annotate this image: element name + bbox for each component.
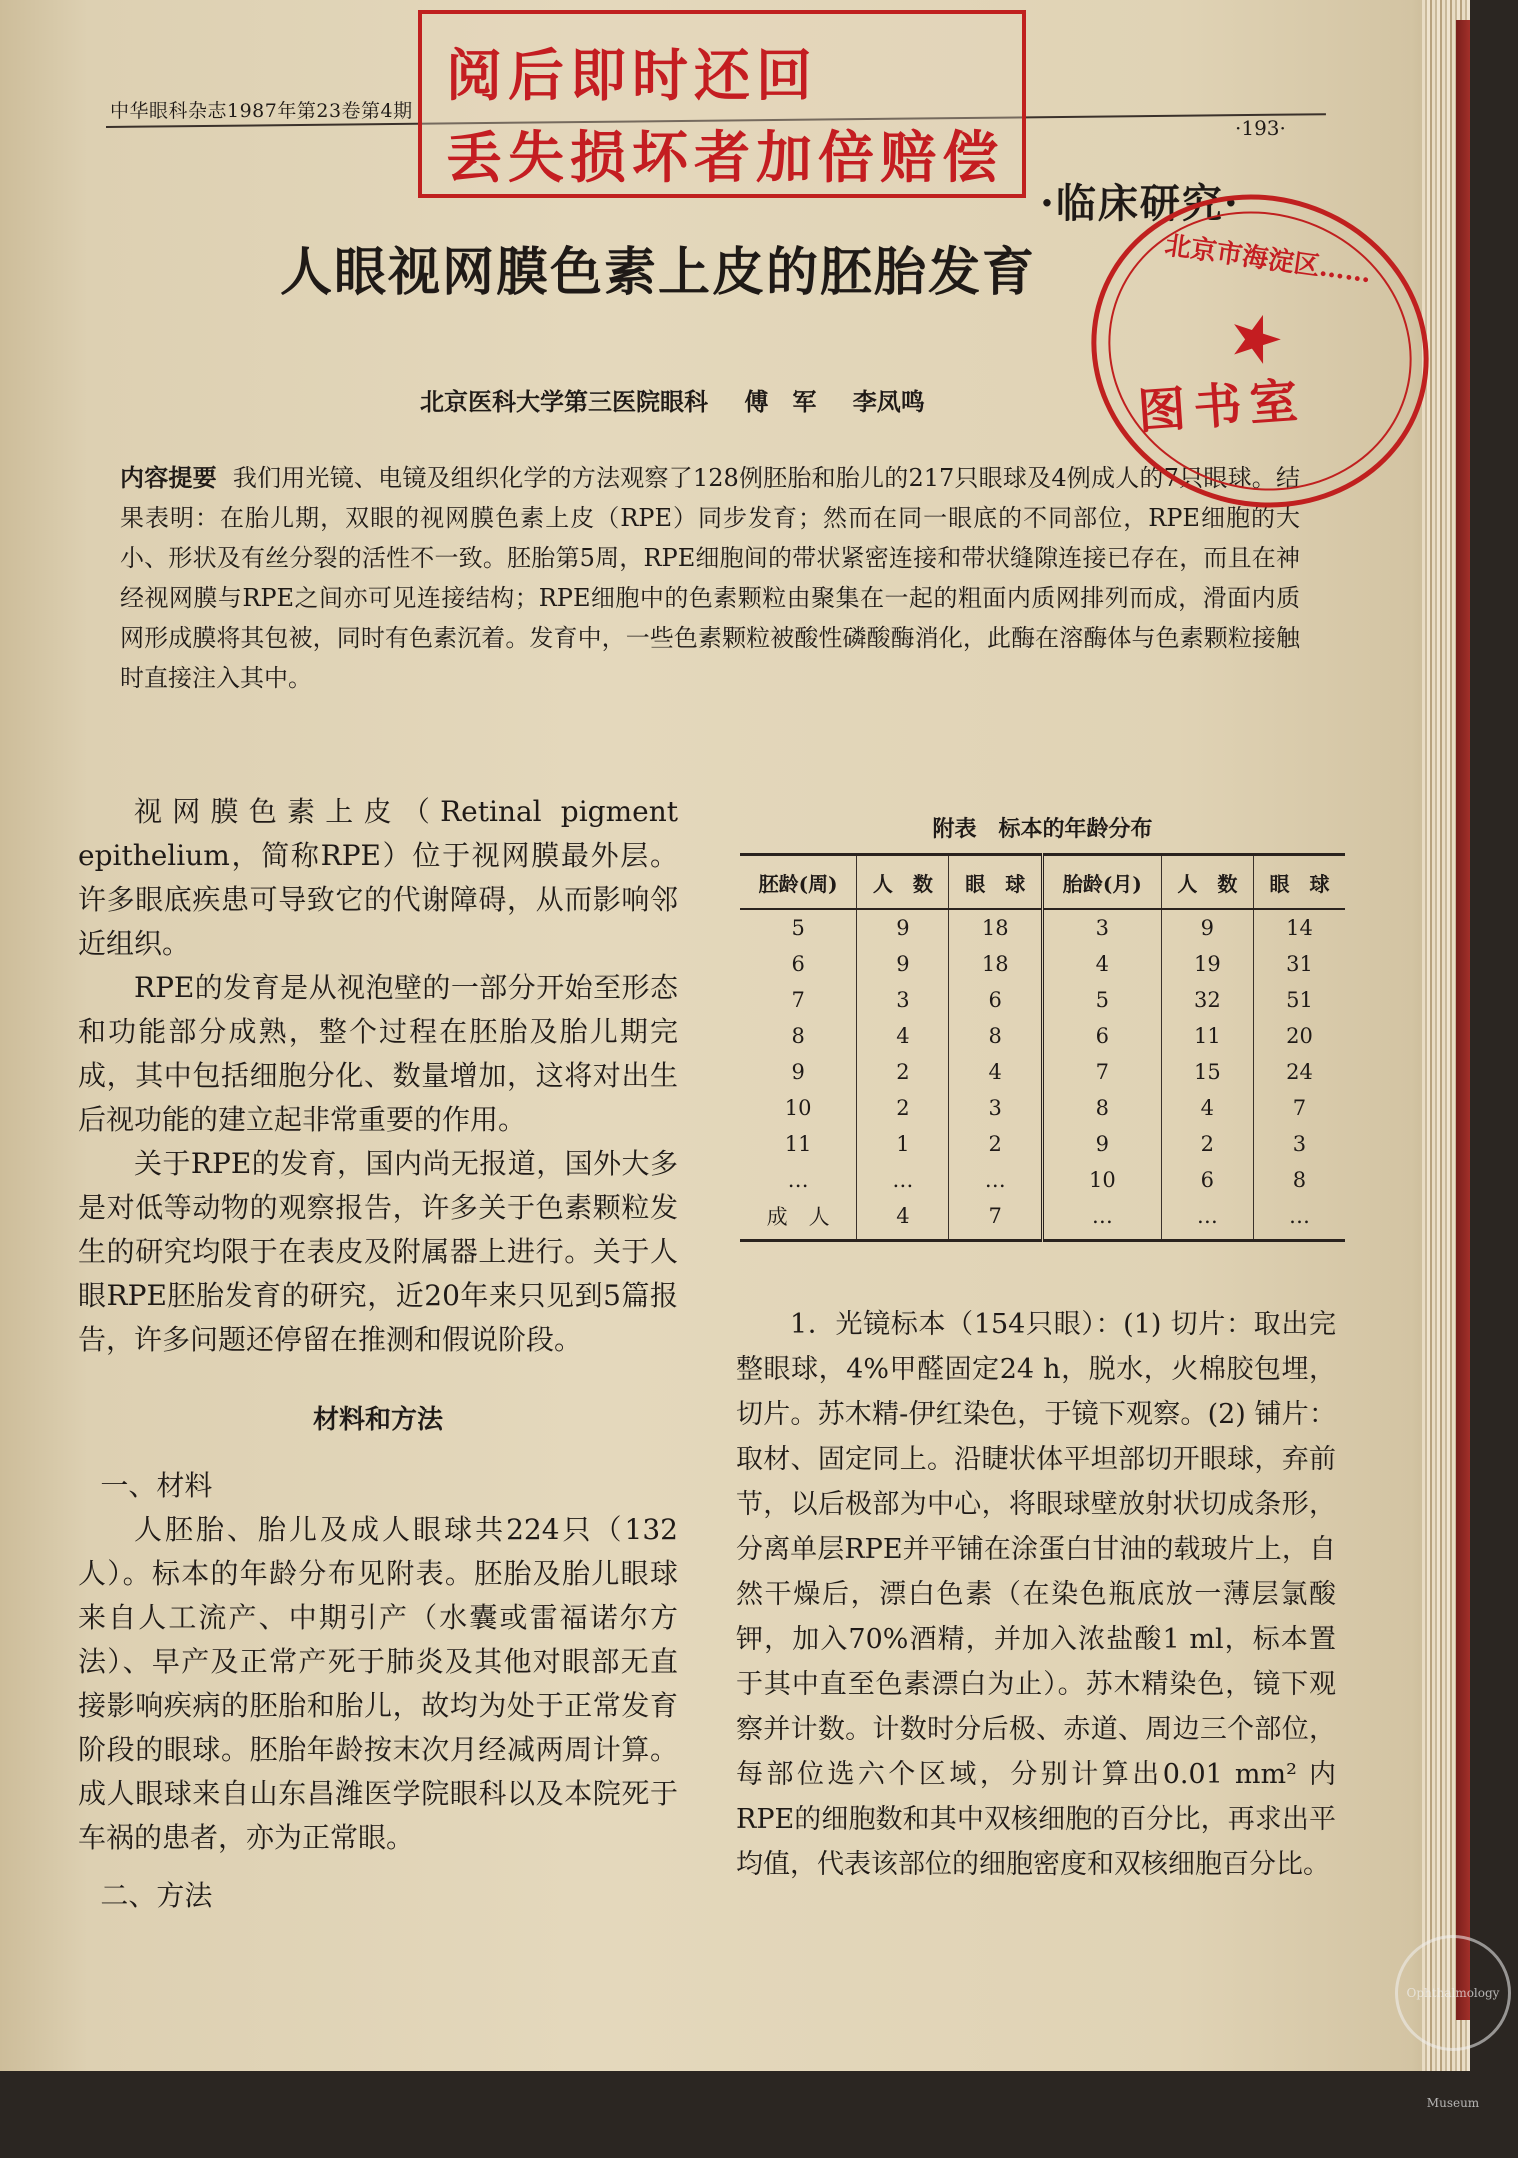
table-cell: 7	[791, 988, 805, 1012]
book-cover-edge	[1456, 20, 1470, 2020]
seal-center-text: 图书室	[1135, 372, 1308, 441]
journal-header: 中华眼科杂志1987年第23卷第4期	[110, 100, 413, 122]
museum-watermark	[1395, 1935, 1511, 2110]
table-cell: 20	[1253, 1018, 1345, 1054]
section-heading: 材料和方法	[312, 1405, 443, 1435]
table-cell: 2	[857, 1054, 949, 1090]
age-distribution-table	[740, 812, 1345, 1242]
table-cell: 9	[857, 946, 949, 982]
author-line	[420, 382, 953, 417]
table-cell: 15	[1161, 1054, 1253, 1090]
intro-paragraph-3: 关于RPE的发育，国内尚无报道，国外大多是对低等动物的观察报告，许多关于色素颗粒发生的研究均限于在表皮及附属器上进行。关于人眼RPE胚胎发育的研究，近20年来只见到5篇报告，许多问题还停留在推测和假说阶段。	[78, 1147, 678, 1356]
table-caption: 附表 标本的年龄分布	[932, 816, 1153, 842]
table-cell: 18	[949, 946, 1043, 982]
table-cell: 5	[791, 916, 805, 940]
table-cell: 19	[1161, 946, 1253, 982]
table-cell: 8	[1253, 1162, 1345, 1198]
table-row	[740, 1198, 1345, 1241]
table-cell: 10	[1042, 1162, 1161, 1198]
abstract-lead: 内容提要	[120, 463, 217, 492]
author-2: 李凤鸣	[852, 387, 925, 416]
table-row	[740, 946, 1345, 982]
table-cell: 11	[784, 1132, 812, 1156]
table-cell: 8	[1042, 1090, 1161, 1126]
table-header: 人 数	[1161, 855, 1253, 910]
table-cell: 4	[1161, 1090, 1253, 1126]
intro-paragraph-2: RPE的发育是从视泡壁的一部分开始至形态和功能部分成熟，整个过程在胚胎及胎儿期完成，其中包括细胞分化、数量增加，这将对出生后视功能的建立起非常重要的作用。	[78, 971, 678, 1136]
table-cell: 3	[949, 1090, 1043, 1126]
methods-paragraph-1: 1．光镜标本（154只眼）：(1) 切片：取出完整眼球，4%甲醛固定24 h，脱水，火棉胶包埋，切片。苏木精-伊红染色，于镜下观察。(2) 铺片：取材、固定同上。沿睫状体平坦部切开眼球，弃前节，以后极部为中心，将眼球壁放射状切成条形，分离单层RPE并平铺在涂蛋白甘油的载玻片上，自然干燥后，漂白色素（在染色瓶底放一薄层氯酸钾，加入70%酒精，并加入浓盐酸1 ml，标本置于其中直至色素漂白为止）。苏木精染色，镜下观察并计数。计数时分后极、赤道、周边三个部位，每部位选六个区域，分别计算出0.01 mm² 内RPE的细胞数和其中双核细胞的百分比，再求出平均值，代表该部位的细胞密度和双核细胞百分比。	[736, 1309, 1336, 1880]
abstract-text: 我们用光镜、电镜及组织化学的方法观察了128例胚胎和胎儿的217只眼球及4例成人的7只眼球。结果表明：在胎儿期，双眼的视网膜色素上皮（RPE）同步发育；然而在同一眼底的不同部位，RPE细胞的大小、形状及有丝分裂的活性不一致。胚胎第5周，RPE细胞间的带状紧密连接和带状缝隙连接已存在，而且在神经视网膜与RPE之间亦可见连接结构；RPE细胞中的色素颗粒由聚集在一起的粗面内质网排列而成，滑面内质网形成膜将其包被，同时有色素沉着。发育中，一些色素颗粒被酸性磷酸酶消化，此酶在溶酶体与色素颗粒接触时直接注入其中。	[120, 464, 1301, 692]
table-cell: …	[1161, 1198, 1253, 1241]
table-cell: 9	[857, 909, 949, 946]
table-cell: 成 人	[740, 1198, 857, 1241]
table-cell: 8	[791, 1024, 805, 1048]
table-header: 人 数	[857, 855, 949, 910]
table-cell: 2	[1161, 1126, 1253, 1162]
table-cell: …	[787, 1168, 809, 1192]
materials-paragraph: 人胚胎、胎儿及成人眼球共224只（132人）。标本的年龄分布见附表。胚胎及胎儿眼球来自人工流产、中期引产（水囊或雷福诺尔方法）、早产及正常产死于肺炎及其他对眼部无直接影响疾病的胚胎和胎儿，故均为处于正常发育阶段的眼球。胚胎年龄按末次月经减两周计算。成人眼球来自山东昌潍医学院眼科以及本院死于车祸的患者，亦为正常眼。	[78, 1513, 678, 1854]
table-cell: 9	[1161, 909, 1253, 946]
author-1: 傅 军	[744, 387, 817, 416]
table-row	[740, 1090, 1345, 1126]
right-column	[736, 1302, 1336, 1887]
subheading-materials: 一、材料	[100, 1469, 213, 1502]
table-body	[740, 909, 1345, 1241]
table-cell: 4	[857, 1198, 949, 1241]
page-number: ·193·	[1235, 116, 1286, 140]
table-header: 胎龄(月)	[1042, 855, 1161, 910]
table-row	[740, 1018, 1345, 1054]
abstract	[120, 458, 1300, 698]
table-cell: 4	[857, 1018, 949, 1054]
table-cell: 24	[1253, 1054, 1345, 1090]
table-row	[740, 909, 1345, 946]
subheading-methods: 二、方法	[100, 1879, 213, 1912]
table-cell: 51	[1253, 982, 1345, 1018]
table-cell: …	[949, 1162, 1043, 1198]
table-cell: 4	[1042, 946, 1161, 982]
table-cell: 3	[1253, 1126, 1345, 1162]
left-column	[78, 790, 678, 1918]
table-cell: 7	[1042, 1054, 1161, 1090]
table-row	[740, 1162, 1345, 1198]
table-row	[740, 982, 1345, 1018]
table-cell: …	[857, 1162, 949, 1198]
table-cell: …	[1042, 1198, 1161, 1241]
return-notice-stamp	[418, 10, 1026, 198]
table-header: 眼 球	[1253, 855, 1345, 910]
table-cell: 9	[1042, 1126, 1161, 1162]
table-cell: 4	[949, 1054, 1043, 1090]
stamp-line-1: 阅后即时还回	[446, 44, 818, 109]
table-cell: 14	[1253, 909, 1345, 946]
article-title: 人眼视网膜色素上皮的胚胎发育	[280, 242, 1037, 303]
table-cell: 18	[949, 909, 1043, 946]
seal-arc-text: 北京市海淀区……	[1162, 230, 1374, 290]
table-cell: 6	[1161, 1162, 1253, 1198]
table-cell: 6	[791, 952, 805, 976]
table-row	[740, 1126, 1345, 1162]
table-cell: 3	[857, 982, 949, 1018]
table-cell: 6	[949, 982, 1043, 1018]
table-cell: 3	[1042, 909, 1161, 946]
table-cell: 9	[791, 1060, 805, 1084]
affiliation: 北京医科大学第三医院眼科	[420, 387, 708, 416]
table-cell: 31	[1253, 946, 1345, 982]
table-cell: 8	[949, 1018, 1043, 1054]
table-cell: 32	[1161, 982, 1253, 1018]
table-cell: 7	[1253, 1090, 1345, 1126]
table-cell: 2	[857, 1090, 949, 1126]
table-cell: 5	[1042, 982, 1161, 1018]
table-cell: 1	[857, 1126, 949, 1162]
intro-paragraph-1: 视网膜色素上皮（Retinal pigment epithelium，简称RPE）位于视网膜最外层。许多眼底疾患可导致它的代谢障碍，从而影响邻近组织。	[78, 795, 678, 960]
table-cell: 11	[1161, 1018, 1253, 1054]
table-cell: 2	[949, 1126, 1043, 1162]
table-cell: …	[1253, 1198, 1345, 1241]
table-row	[740, 1054, 1345, 1090]
data-table	[740, 853, 1345, 1242]
watermark-text: Ophthalmology Museum	[1406, 1986, 1500, 2110]
table-header-row	[740, 855, 1345, 910]
section-label: ·临床研究·	[1040, 180, 1240, 227]
stamp-line-2: 丢失损坏者加倍赔偿	[446, 126, 1004, 191]
table-cell: 7	[949, 1198, 1043, 1241]
table-header: 胚龄(周)	[740, 855, 857, 910]
table-header: 眼 球	[949, 855, 1043, 910]
table-cell: 10	[784, 1096, 812, 1120]
table-cell: 6	[1042, 1018, 1161, 1054]
star-icon: ★	[1216, 294, 1294, 383]
